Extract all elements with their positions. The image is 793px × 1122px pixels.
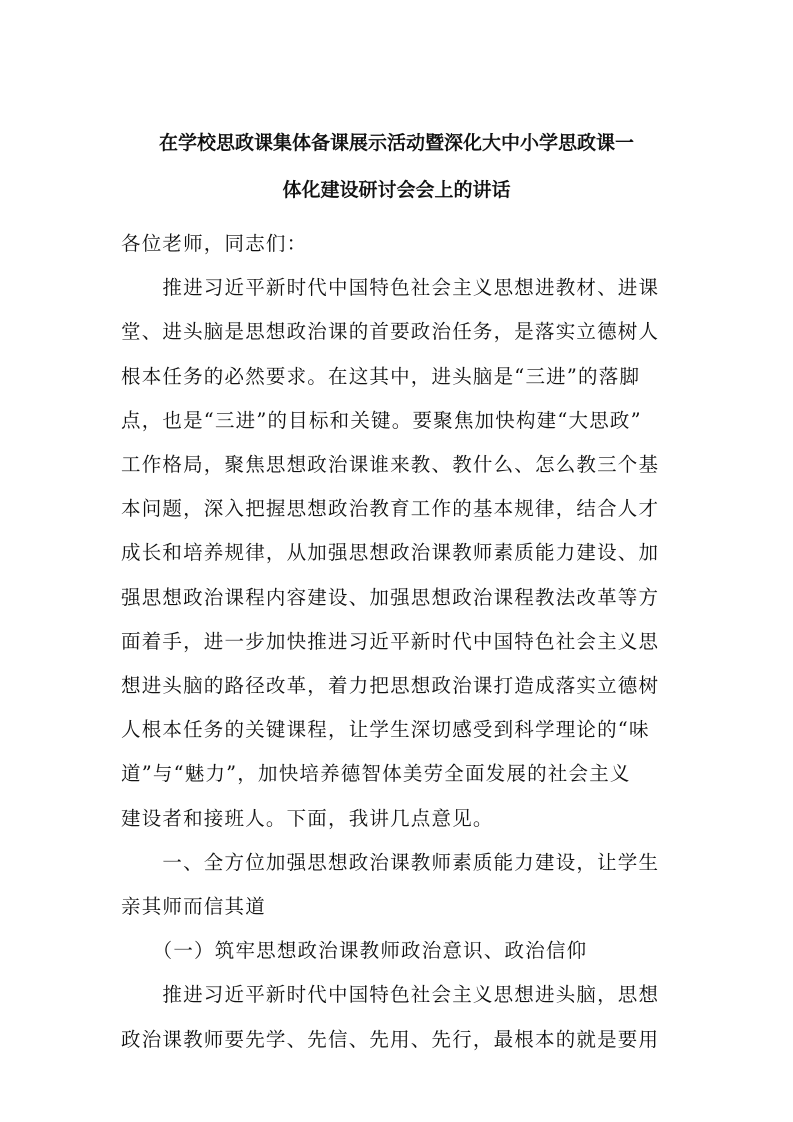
text-line: 政治课教师要先学、先信、先用、先行，最根本的就是要用 [121, 1027, 660, 1051]
text-line: 一、全方位加强思想政治课教师素质能力建设，让学生 [121, 850, 660, 874]
text-line: 道”与“魅力”，加快培养德智体美劳全面发展的社会主义 [121, 762, 631, 786]
text-line: （一）筑牢思想政治课教师政治意识、政治信仰 [121, 939, 588, 963]
text-line: 工作格局，聚焦思想政治课谁来教、教什么、怎么教三个基 [121, 453, 660, 476]
text-line: 各位老师，同志们： [121, 232, 308, 255]
text-line: 强思想政治课程内容建设、加强思想政治课程教法改革等方 [121, 585, 660, 609]
document-title-line-2: 体化建设研讨会会上的讲话 [282, 179, 511, 201]
text-line: 成长和培养规律，从加强思想政治课教师素质能力建设、加 [121, 541, 660, 565]
text-line: 人根本任务的关键课程，让学生深切感受到科学理论的“味 [121, 718, 650, 742]
text-line: 想进头脑的路径改革，着力把思想政治课打造成落实立德树 [121, 674, 660, 697]
text-line: 推进习近平新时代中国特色社会主义思想进教材、进课 [121, 276, 660, 300]
text-line: 建设者和接班人。下面，我讲几点意见。 [121, 806, 494, 830]
text-line: 堂、进头脑是思想政治课的首要政治任务，是落实立德树人 [121, 320, 660, 344]
document-title-line-1: 在学校思政课集体备课展示活动暨深化大中小学思政课一 [158, 132, 634, 154]
text-line: 推进习近平新时代中国特色社会主义思想进头脑，思想 [121, 983, 660, 1007]
text-line: 点，也是“三进”的目标和关键。要聚焦加快构建“大思政” [121, 408, 642, 432]
text-line: 根本任务的必然要求。在这其中，进头脑是“三进”的落脚 [121, 364, 641, 388]
text-line: 面着手，进一步加快推进习近平新时代中国特色社会主义思 [121, 629, 660, 653]
text-line: 本问题，深入把握思想政治教育工作的基本规律，结合人才 [121, 497, 660, 521]
text-line: 亲其师而信其道 [121, 895, 266, 918]
